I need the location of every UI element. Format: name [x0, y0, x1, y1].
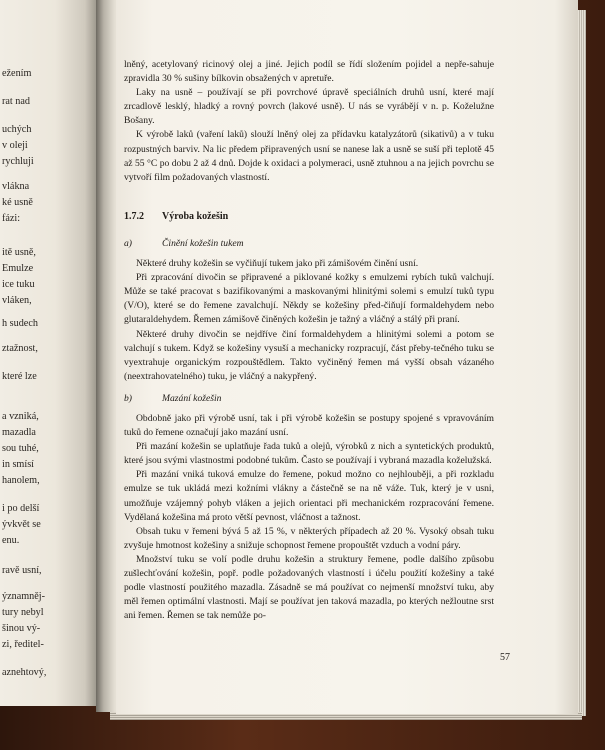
left-page-fragment: Emulze	[2, 263, 34, 274]
left-page-fragment: i po delší	[2, 503, 40, 514]
left-page-fragment: ké usně	[2, 197, 33, 208]
left-page-fragment: tury nebyl	[2, 607, 44, 618]
paragraph-laky: Laky na usně – používají se při povrchové úpravě speciálních druhů usní, které mají zrcadlově lesklý, hladký a rovný povrch (lakové usně). U nás se vyrábějí v n. p. Koželužne Bošany.	[124, 87, 494, 127]
paragraph: K výrobě laků (vaření laků) slouží lněný olej za přídavku katalyzátorů (sikativů) a v tuku rozpustných barviv. Na lic předem připravených usní se nanese lak a usně se suší při teplotě 45 až 55 °C po dobu 2 až 4 dnů. Dojde k oxidaci a polymeraci, usně ztuhnou a na jejich povrchu se vytvoří film požadovaných vlastností.	[124, 129, 494, 183]
section-number: 1.7.2	[124, 210, 144, 222]
left-page-edge	[0, 0, 100, 706]
left-page-fragment: vlákna	[2, 181, 30, 192]
subsection-title: Mazání kožešin	[162, 392, 222, 404]
paragraph: Některé druhy divočin se nejdříve činí formaldehydem a hlinitými solemi a potom se valchují s tukem. Když se kožešiny vysuší a mechanicky rozpracují, část přeby-tečného tuku se vyextrahuje organickým rozpouštědlem. Takto vyčiněný řemen má vyšší obsah vázaného (neextrahovatelného) tuku, je vláčný a nakypřený.	[124, 328, 494, 382]
subsection-heading-b	[124, 392, 494, 406]
left-page-fragment: itě usně,	[2, 247, 36, 258]
right-page	[116, 0, 578, 714]
left-page-fragment: uchých	[2, 124, 32, 135]
left-page-fragment: které lze	[2, 371, 37, 382]
left-page-fragment: rat nad	[2, 96, 31, 107]
left-page-fragment: sou tuhé,	[2, 443, 39, 454]
subsection-label: a)	[124, 237, 132, 249]
left-page-fragment: a vzniká,	[2, 411, 39, 422]
left-page-fragment: šinou vý-	[2, 623, 41, 634]
left-page-fragment: ývkvět se	[2, 519, 41, 530]
left-page-fragment: ice tuku	[2, 279, 35, 290]
left-page-fragment: v oleji	[2, 140, 28, 151]
left-page-fragment: in smísí	[2, 459, 34, 470]
section-heading	[124, 210, 494, 224]
left-page-fragment: mazadla	[2, 427, 36, 438]
paragraph: lněný, acetylovaný ricinový olej a jiné. Jejich podíl se řídí složením pojidel a nepře-sahuje zpravidla 30 % sušiny bílkovin obsažených v apretuře.	[124, 59, 494, 85]
left-page-fragment: ravě usní,	[2, 565, 42, 576]
left-page-fragment: hanolem,	[2, 475, 40, 486]
subsection-heading-a	[124, 237, 494, 251]
section-title: Výroba kožešin	[162, 210, 229, 222]
paragraph: Při zpracování divočin se připravené a piklované kožky s emulzemi rybích tuků valchují. Může se také pracovat s bazifikovanými a maskovanými hlinitými solemi s emulzí tuků typu (V/O), které se do řemene zavalchují. Někdy se kožešiny před-čiňují formaldehydem nebo glutaraldehydem. Řemen zámišově činěných kožešin je tažný a vláčný a stálý při praní.	[124, 272, 494, 326]
left-page-fragment: ežením	[2, 68, 32, 79]
page-body	[124, 58, 494, 623]
left-page-fragment: vláken,	[2, 295, 32, 306]
subsection-title: Činění kožešin tukem	[162, 237, 244, 249]
paragraph: Množství tuku se volí podle druhu kožešin a struktury řemene, podle dalšího způsobu zušlechťování kožešin, popř. podle požadovaných vlastností i účelu použití kožešiny a také podle vlastností použitého mazadla. Zásadně se má používat co nejmenší množství tuku, aby měl řemen optimální vlastnosti. Mají se používat jen taková mazadla, po kterých nežloutne srst ani řemen. Řemen se tak nemůže po-	[124, 553, 494, 622]
left-page-fragment: enu.	[2, 535, 20, 546]
left-page-fragment: ýznamněj-	[2, 591, 45, 602]
paragraph: Při mazání vniká tuková emulze do řemene, pokud možno co nejhlouběji, a při rozkladu emulze se tuk ukládá mezi kožními vlákny a částečně se na ně váže. Tuk, který je v usni, umožňuje vzájemný pohyb vláken a jejich orientaci při mechanickém rozpracování řemene. Vydělaná kožešina má proto větší pevnost, vláčnost a tažnost.	[124, 469, 494, 523]
page-number: 57	[500, 652, 510, 663]
left-page-fragment: zi, ředitel-	[2, 639, 44, 650]
paragraph: Při mazání kožešin se uplatňuje řada tuků a olejů, výrobků z nich a syntetických produktů, které jsou svými vlastnostmi podobné tukům. Často se používají i vybraná mazadla koželužská.	[124, 441, 494, 467]
paragraph: Některé druhy kožešin se vyčiňují tukem jako při zámišovém činění usní.	[136, 258, 419, 270]
subsection-label: b)	[124, 392, 132, 404]
left-page-fragment: aznehtový,	[2, 667, 47, 678]
left-page-fragment: h sudech	[2, 318, 38, 329]
left-page-fragment: rychluji	[2, 156, 34, 167]
paragraph: Obdobně jako při výrobě usní, tak i při výrobě kožešin se postupy spojené s vpravováním tuků do řemene označují jako mazání usní.	[124, 412, 494, 439]
left-page-fragment: fázi:	[2, 213, 21, 224]
left-page-fragment: ztažnost,	[2, 343, 38, 354]
paragraph: Obsah tuku v řemeni bývá 5 až 15 %, v některých případech až 20 %. Vysoký obsah tuku zvyšuje hmotnost kožešiny a snižuje schopnost řemene propouštět vzduch a vodní páry.	[124, 525, 494, 551]
